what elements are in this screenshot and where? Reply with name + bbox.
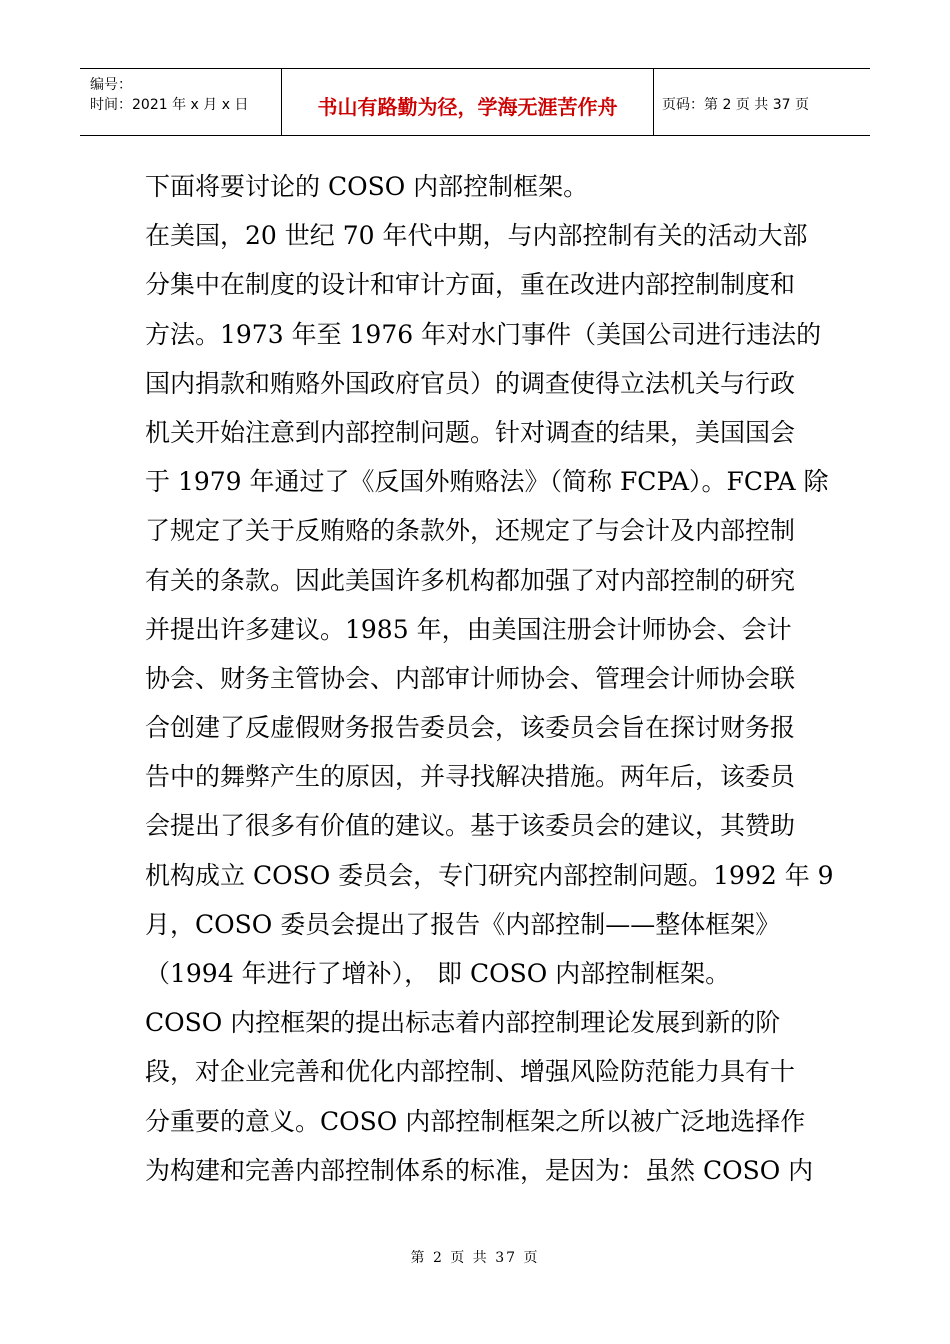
- body-line: 机构成立 COSO 委员会，专门研究内部控制问题。1992 年 9: [145, 860, 834, 890]
- body-line: 分重要的意义。COSO 内部控制框架之所以被广泛地选择作: [145, 1106, 806, 1136]
- body-line: 了规定了关于反贿赂的条款外，还规定了与会计及内部控制: [145, 516, 796, 546]
- body-line: 方法。1973 年至 1976 年对水门事件（美国公司进行违法的: [145, 319, 822, 349]
- body-line: 为构建和完善内部控制体系的标准，是因为：虽然 COSO 内: [145, 1155, 814, 1185]
- header-page-info: 页码：第 2 页 共 37 页: [662, 97, 809, 113]
- document-body: [145, 162, 834, 1195]
- body-line: 协会、财务主管协会、内部审计师协会、管理会计师协会联: [145, 663, 796, 693]
- page-footer: 第 2 页 共 37 页: [410, 1250, 540, 1266]
- body-line: 在美国，20 世纪 70 年代中期，与内部控制有关的活动大部: [145, 221, 808, 251]
- body-line: 有关的条款。因此美国许多机构都加强了对内部控制的研究: [145, 565, 796, 595]
- body-line: 于 1979 年通过了《反国外贿赂法》（简称 FCPA）。FCPA 除: [145, 467, 829, 497]
- body-line: 并提出许多建议。1985 年，由美国注册会计师协会、会计: [145, 614, 792, 644]
- body-line: 下面将要讨论的 COSO 内部控制框架。: [145, 172, 589, 201]
- body-line: 机关开始注意到内部控制问题。针对调查的结果，美国国会: [145, 417, 796, 447]
- body-line: 月，COSO 委员会提出了报告《内部控制——整体框架》: [145, 909, 781, 939]
- page-header: [80, 68, 870, 136]
- body-line: 分集中在制度的设计和审计方面，重在改进内部控制制度和: [145, 270, 796, 300]
- body-line: 告中的舞弊产生的原因，并寻找解决措施。两年后，该委员: [145, 762, 796, 792]
- body-line: 会提出了很多有价值的建议。基于该委员会的建议，其赞助: [145, 811, 796, 841]
- body-line: 合创建了反虚假财务报告委员会，该委员会旨在探讨财务报: [145, 713, 796, 743]
- body-line: （1994 年进行了增补）， 即 COSO 内部控制框架。: [145, 959, 731, 988]
- body-line: 段，对企业完善和优化内部控制、增强风险防范能力具有十: [145, 1057, 796, 1087]
- header-motto: 书山有路勤为径，学海无涯苦作舟: [282, 69, 654, 135]
- body-line: COSO 内控框架的提出标志着内部控制理论发展到新的阶: [145, 1008, 781, 1038]
- header-meta: [80, 69, 282, 135]
- document-date: 时间：2021 年 x 月 x 日: [90, 97, 249, 113]
- document-number-label: 编号：: [90, 77, 132, 93]
- body-line: 国内捐款和贿赂外国政府官员）的调查使得立法机关与行政: [145, 368, 796, 398]
